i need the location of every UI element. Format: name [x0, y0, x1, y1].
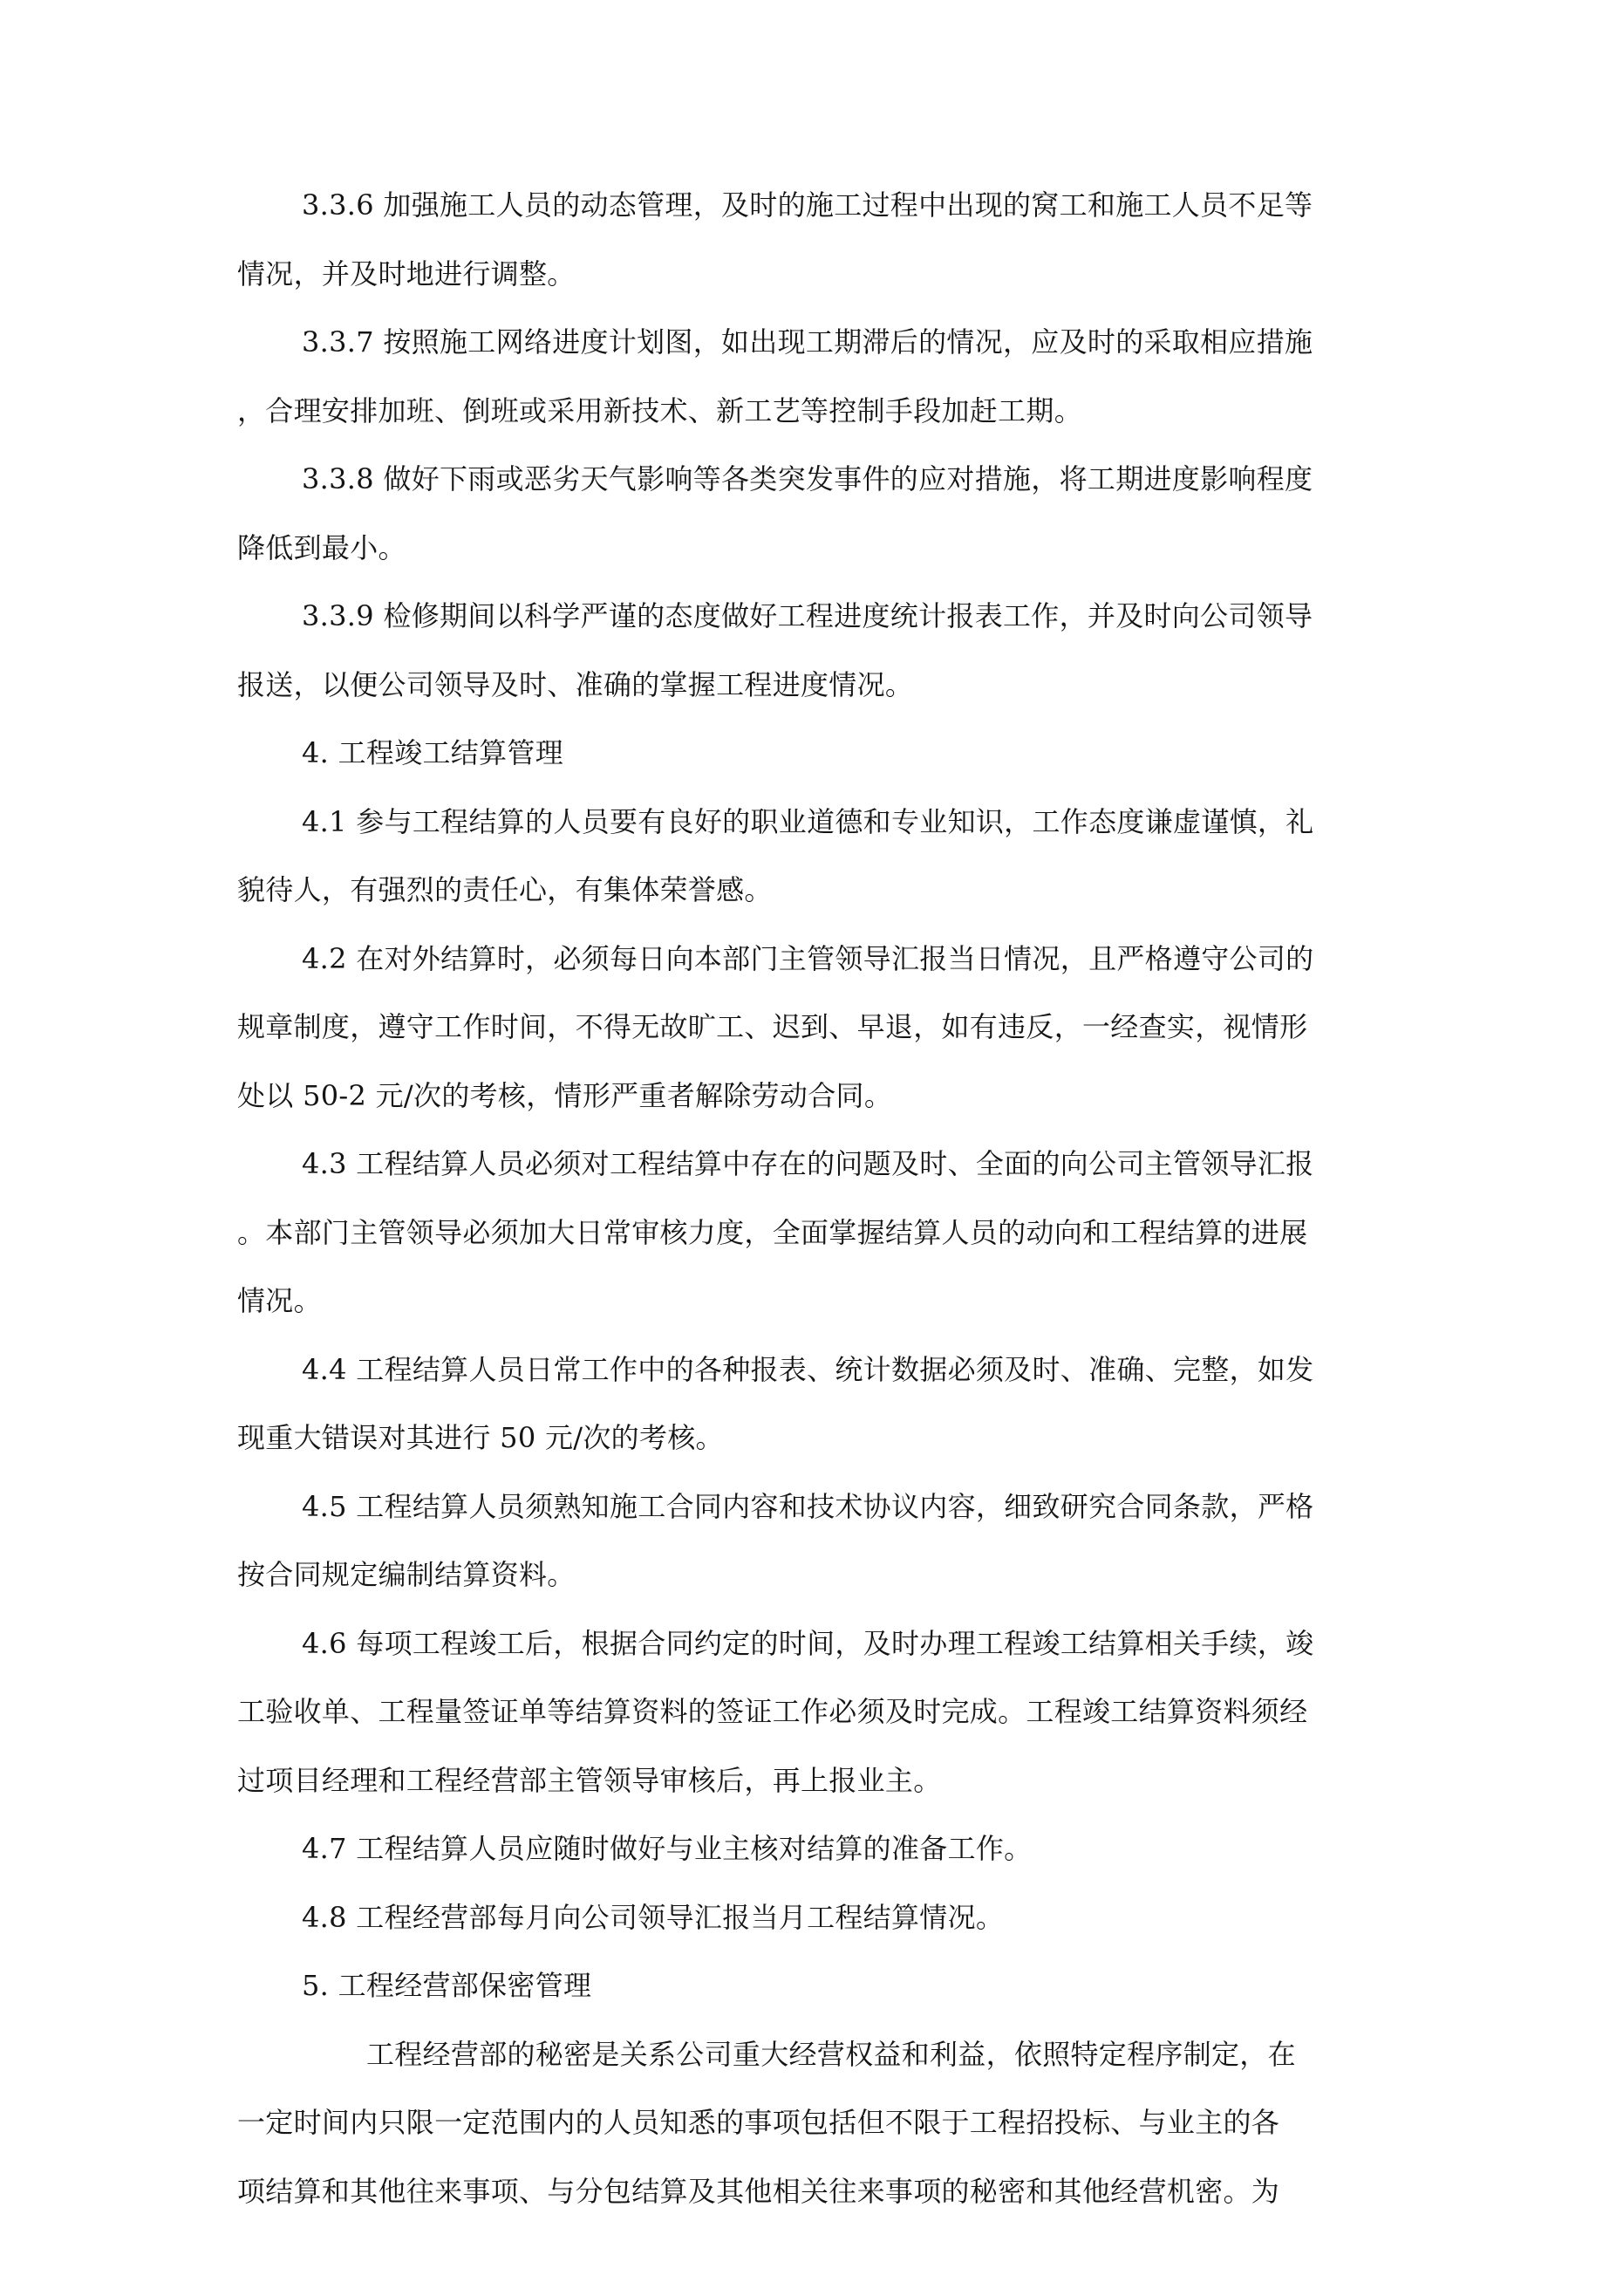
text-line: 项结算和其他往来事项、与分包结算及其他相关往来事项的秘密和其他经营机密。为	[237, 2174, 1280, 2208]
text-line: 4.1 参与工程结算的人员要有良好的职业道德和专业知识，工作态度谦虚谨慎，礼	[302, 804, 1314, 838]
paragraph	[237, 308, 1395, 445]
text-line: 按合同规定编制结算资料。	[237, 1558, 576, 1591]
text-line: ，合理安排加班、倒班或采用新技术、新工艺等控制手段加赶工期。	[237, 393, 1083, 427]
text-line: 貌待人，有强烈的责任心，有集体荣誉感。	[237, 873, 773, 906]
section-heading	[237, 1951, 1395, 2020]
paragraph	[237, 1336, 1395, 1473]
paragraph	[237, 445, 1395, 582]
text-line: 3.3.7 按照施工网络进度计划图，如出现工期滞后的情况，应及时的采取相应措施	[302, 325, 1313, 359]
text-line: 降低到最小。	[237, 530, 406, 564]
text-line: 4.2 在对外结算时，必须每日向本部门主管领导汇报当日情况，且严格遵守公司的	[302, 941, 1314, 975]
paragraph	[237, 1473, 1395, 1609]
text-line: 4.4 工程结算人员日常工作中的各种报表、统计数据必须及时、准确、完整，如发	[302, 1352, 1314, 1386]
text-line: 处以 50-2 元/次的考核，情形严重者解除劳动合同。	[237, 1078, 893, 1112]
text-line: 4.6 每项工程竣工后，根据合同约定的时间，及时办理工程竣工结算相关手续，竣	[302, 1626, 1314, 1660]
paragraph	[237, 1883, 1395, 1952]
text-line: 规章制度，遵守工作时间，不得无故旷工、迟到、早退，如有违反，一经查实，视情形	[237, 1010, 1308, 1043]
paragraph	[237, 1130, 1395, 1336]
text-line: 。本部门主管领导必须加大日常审核力度，全面掌握结算人员的动向和工程结算的进展	[237, 1215, 1308, 1249]
paragraph	[237, 788, 1395, 925]
document-body	[237, 171, 1395, 2225]
paragraph	[237, 582, 1395, 719]
text-line: 过项目经理和工程经营部主管领导审核后，再上报业主。	[237, 1763, 942, 1797]
text-line: 3.3.8 做好下雨或恶劣天气影响等各类突发事件的应对措施，将工期进度影响程度	[302, 462, 1313, 495]
paragraph	[237, 925, 1395, 1131]
text-line: 4.7 工程结算人员应随时做好与业主核对结算的准备工作。	[302, 1832, 1033, 1865]
text-line: 一定时间内只限一定范围内的人员知悉的事项包括但不限于工程招投标、与业主的各	[237, 2106, 1280, 2139]
text-line: 工验收单、工程量签证单等结算资料的签证工作必须及时完成。工程竣工结算资料须经	[237, 1695, 1308, 1728]
text-line: 4.8 工程经营部每月向公司领导汇报当月工程结算情况。	[302, 1900, 1005, 1934]
text-line: 3.3.9 检修期间以科学严谨的态度做好工程进度统计报表工作，并及时向公司领导	[302, 599, 1313, 632]
text-line: 情况，并及时地进行调整。	[237, 256, 576, 290]
paragraph	[237, 171, 1395, 308]
section-heading	[237, 719, 1395, 788]
text-line: 现重大错误对其进行 50 元/次的考核。	[237, 1421, 724, 1454]
text-line: 4.3 工程结算人员必须对工程结算中存在的问题及时、全面的向公司主管领导汇报	[302, 1147, 1314, 1180]
text-line: 4.5 工程结算人员须熟知施工合同内容和技术协议内容，细致研究合同条款，严格	[302, 1489, 1314, 1523]
text-line: 工程经营部的秘密是关系公司重大经营权益和利益，依照特定程序制定，在	[366, 2037, 1296, 2071]
text-line: 4. 工程竣工结算管理	[302, 736, 564, 769]
paragraph	[237, 1609, 1395, 1815]
text-line: 报送，以便公司领导及时、准确的掌握工程进度情况。	[237, 667, 914, 701]
paragraph	[237, 2020, 1395, 2226]
text-line: 5. 工程经营部保密管理	[302, 1969, 592, 2002]
text-line: 3.3.6 加强施工人员的动态管理，及时的施工过程中出现的窝工和施工人员不足等	[302, 188, 1313, 222]
text-line: 情况。	[237, 1284, 322, 1317]
paragraph	[237, 1814, 1395, 1883]
